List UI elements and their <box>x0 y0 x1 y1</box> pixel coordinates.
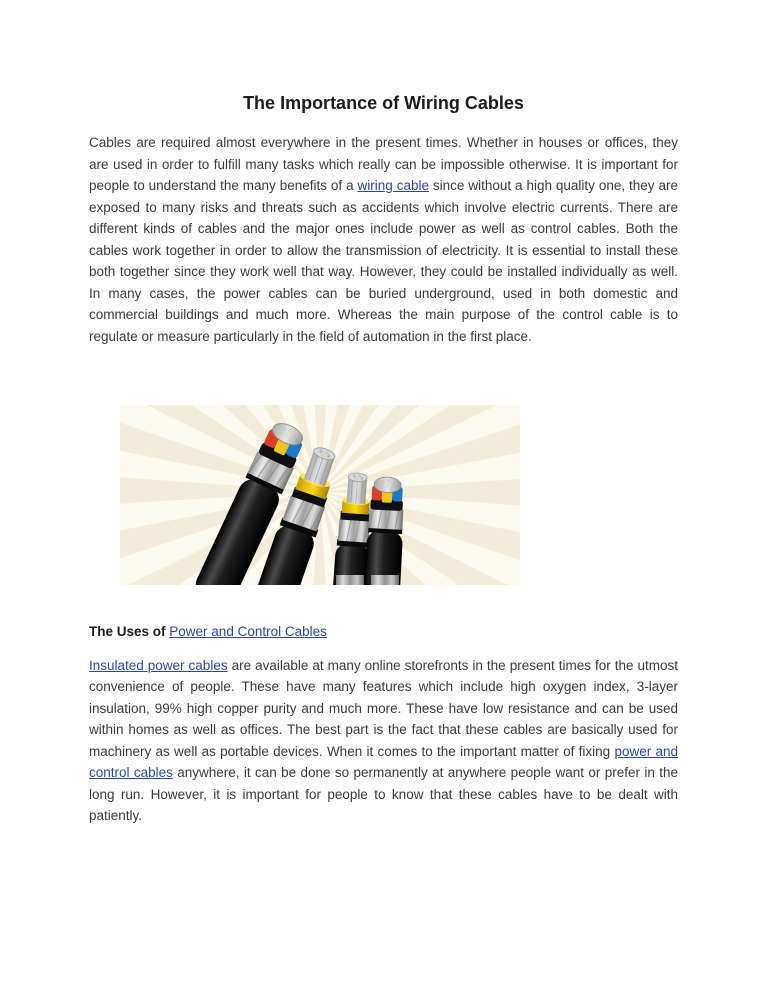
text-run: Cables are required almost everywhere in the present times. Whether in houses or offices, they are used in order to fulfill many tasks which really can be impossible otherwise. It is important for people to understand the many benefits of a <box>89 135 678 193</box>
text-run: are available at many online storefronts in the present times for the utmost convenience of people. These have many features which include high oxygen index, 3-layer insulation, 99% high copper purity and much more. These have low resistance and can be used within homes as well as offices. The best part is the fact that these cables are basically used for machinery as well as portable devices. When it comes to the important matter of fixing <box>89 657 678 759</box>
paragraph-uses <box>89 655 678 827</box>
hyperlink-power-and-control-cables-2[interactable]: power and control cables <box>89 743 678 780</box>
paragraph-intro <box>89 132 678 347</box>
hyperlink-insulated-power-cables[interactable]: Insulated power cables <box>89 657 228 673</box>
hyperlink-wiring-cable[interactable]: wiring cable <box>357 178 429 193</box>
text-run: since without a high quality one, they are exposed to many risks and threats such as accidents which involve electric currents. There are different kinds of cables and the major ones include power as well as control cables. Both the cables work together in order to allow the transmission of electricity. It is essential to install these both together since they work well that way. However, they could be installed individually as well. In many cases, the power cables can be buried underground, used in both domestic and commercial buildings and much more. Whereas the main purpose of the control cable is to regulate or measure particularly in the field of automation in the first place. <box>89 178 678 344</box>
text-run: anywhere, it can be done so permanently at anywhere people want or prefer in the long run. However, it is important for people to know that these cables have to be dealt with patiently. <box>89 765 678 823</box>
document-content <box>89 0 678 827</box>
page-title: The Importance of Wiring Cables <box>243 93 524 113</box>
hyperlink-power-and-control-cables[interactable]: Power and Control Cables <box>169 624 327 639</box>
cables-figure <box>120 405 520 585</box>
text-run: The Uses of <box>89 624 170 639</box>
section-heading-uses <box>89 621 678 643</box>
cables-illustration <box>120 405 520 585</box>
